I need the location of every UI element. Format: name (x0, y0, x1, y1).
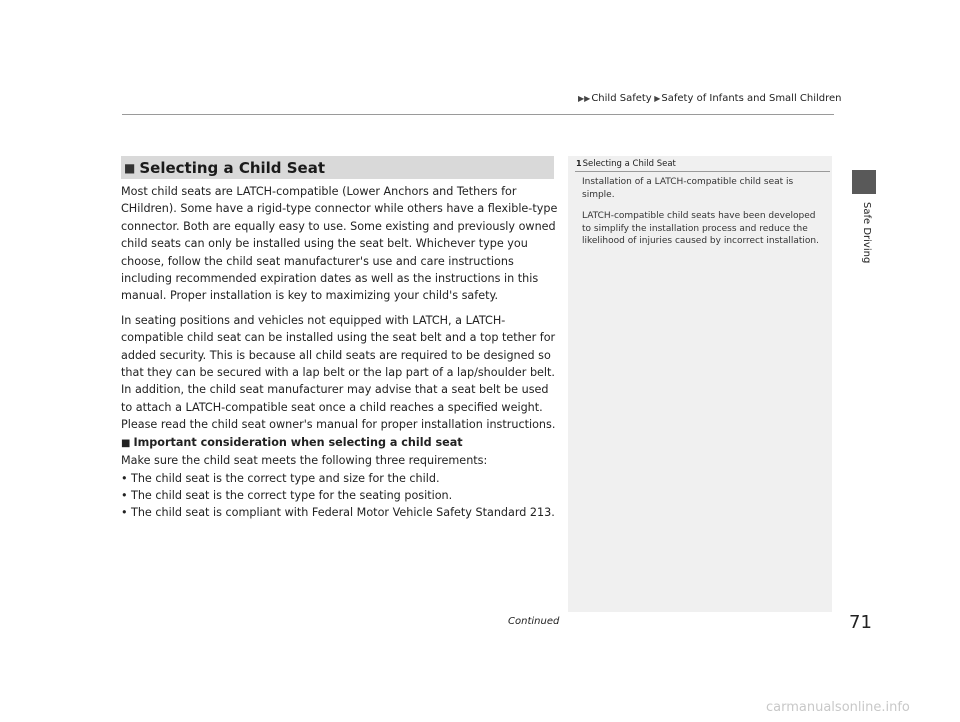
arrow-icon: ▶ (651, 94, 661, 103)
page-number: 71 (849, 612, 872, 633)
reference-number: 1 (576, 159, 582, 168)
list-item-text: The child seat is compliant with Federal Motor Vehicle Safety Standard 213. (131, 506, 555, 520)
sidebar-title-text: Selecting a Child Seat (582, 159, 676, 169)
sidebar-body (582, 176, 826, 248)
bullet-icon: • (121, 488, 128, 502)
bullet-icon: • (121, 506, 128, 520)
list-item (121, 470, 561, 487)
watermark: carmanualsonline.info (766, 700, 910, 715)
section-header (121, 156, 554, 179)
arrow-icon: ▶▶ (578, 94, 591, 103)
list-item-text: The child seat is the correct type for the seating position. (131, 488, 453, 502)
subheading (121, 434, 561, 452)
paragraph-2: In seating positions and vehicles not equipped with LATCH, a LATCH-compatible child seat can be installed using the seat belt and a top tether for added security. This is because all child seats are required to be designed so that they can be secured with a lap belt or the lap part of a lap/shoulder belt. In addition, the child seat manufacturer may advise that a seat belt be used to attach a LATCH-compatible seat once a child reaches a specified weight. Please read the child seat owner's manual for proper installation instructions. (121, 313, 556, 432)
header-rule (122, 114, 834, 115)
chapter-tab-label: Safe Driving (861, 202, 872, 264)
sidebar-note-2: LATCH-compatible child seats have been developed to simplify the installation process and reduce the likelihood of injuries caused by incorrect installation. (582, 211, 819, 246)
paragraph-1: Most child seats are LATCH-compatible (Lower Anchors and Tethers for CHildren). Some have a rigid-type connector while others have a flexible-type connector. Both are equally easy to use. Some existing and previously owned child seats can only be installed using the seat belt. Whichever type you choose, follow the child seat manufacturer's use and care instructions including recommended expiration dates as well as the instructions in this manual. Proper installation is key to maximizing your child's safety. (121, 185, 558, 303)
breadcrumb (578, 93, 842, 104)
breadcrumb-level2: Safety of Infants and Small Children (661, 93, 842, 104)
bullet-icon: • (121, 471, 128, 485)
section-title: Selecting a Child Seat (139, 158, 326, 177)
section-marker-icon: ■ (124, 160, 136, 175)
subheading-text: Important consideration when selecting a child seat (133, 435, 463, 449)
sidebar-note-1: Installation of a LATCH-compatible child seat is simple. (582, 177, 794, 200)
sidebar-note (568, 156, 832, 612)
sidebar-title (576, 159, 676, 169)
list-item-text: The child seat is the correct type and size for the child. (131, 471, 440, 485)
continued-label: Continued (508, 616, 560, 627)
subheading-marker-icon: ■ (121, 437, 131, 449)
sidebar-rule (575, 171, 830, 172)
list-item (121, 504, 561, 521)
list-item (121, 487, 561, 504)
main-text (121, 183, 561, 522)
requirements-intro: Make sure the child seat meets the following three requirements: (121, 454, 488, 468)
chapter-tab-marker (852, 170, 876, 194)
breadcrumb-level1: Child Safety (591, 93, 652, 104)
